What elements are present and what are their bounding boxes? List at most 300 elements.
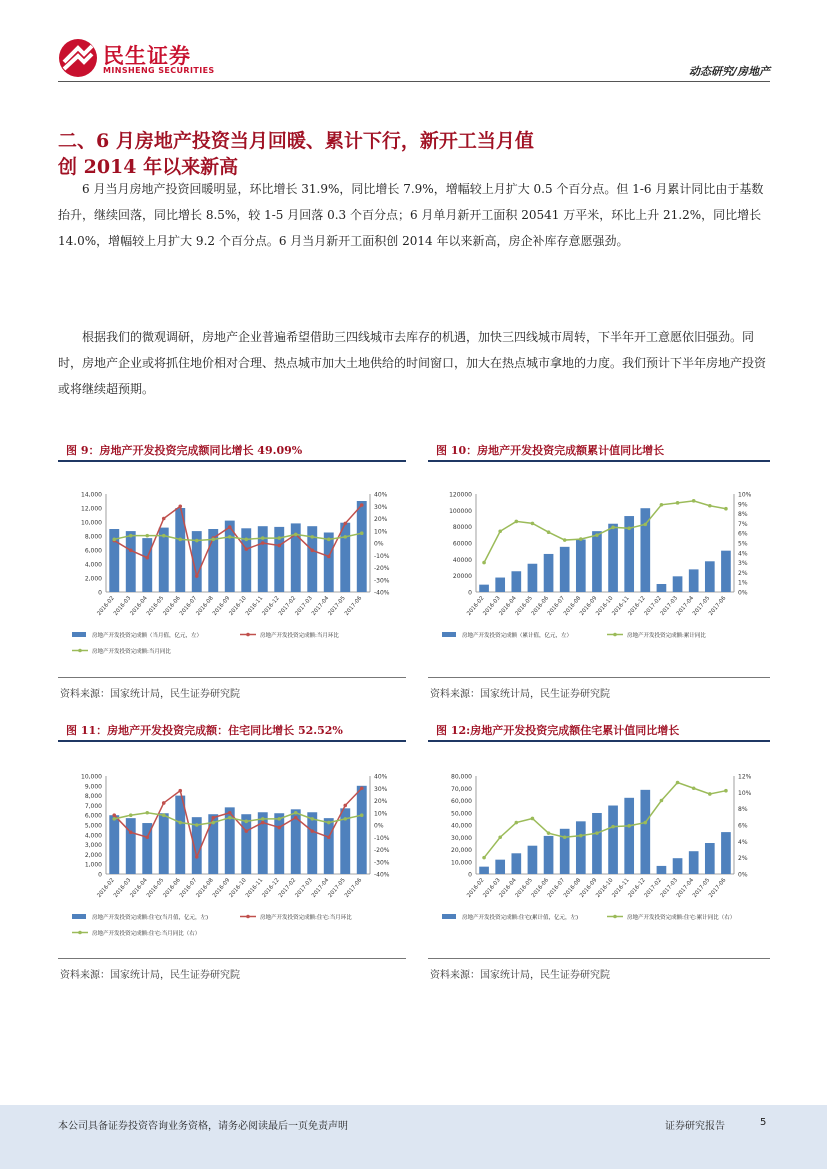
x-tick-label: 2016-11 [244, 877, 265, 899]
figure-12-source [428, 958, 770, 982]
y-tick-label-left: 7,000 [84, 802, 102, 810]
legend-swatch-point [246, 915, 250, 919]
legend-swatch-point [613, 915, 617, 919]
line-point [595, 831, 599, 835]
x-tick-label: 2016-04 [129, 595, 149, 617]
line-point [327, 835, 331, 839]
figure-12-source-text: 资料来源：国家统计局，民生证券研究院 [430, 970, 610, 981]
y-tick-label-left: 8,000 [84, 793, 102, 801]
line-point [244, 829, 248, 833]
x-tick-label: 2017-05 [691, 595, 712, 617]
y-tick-label-right: 2% [738, 569, 748, 577]
bar [673, 576, 683, 592]
footer-disclaimer: 本公司具备证券投资咨询业务资格，请务必阅读最后一页免责声明 [58, 1121, 348, 1132]
line-point [162, 517, 166, 521]
y-tick-label-right: 30% [374, 785, 388, 793]
line-point [112, 813, 116, 817]
legend-label: 房地产开发投资完成额:当月同比 [92, 649, 171, 655]
y-tick-label-right: 0% [738, 589, 748, 597]
x-tick-label: 2016-10 [228, 877, 248, 899]
line-point [294, 816, 298, 820]
bar [126, 531, 136, 592]
line-point [228, 525, 232, 529]
x-tick-label: 2016-12 [627, 877, 647, 899]
bar [126, 818, 136, 874]
line-point [277, 544, 281, 548]
x-tick-label: 2017-04 [675, 877, 696, 899]
bar [721, 832, 731, 874]
minsheng-logo-icon [58, 38, 98, 78]
line-point [261, 541, 265, 545]
paragraph-2: 根据我们的微观调研，房地产企业普遍希望借助三四线城市去库存的机遇，加快三四线城市周转，下半年开工意愿依旧强劲。同时，房地产企业或将抓住地价相对合理、热点城市加大土地供给的时间窗口，加大在热点城市拿地的力度。我们预计下半年房地产投资或将继续超预期。 [58, 330, 767, 396]
line-point [261, 536, 265, 540]
bar [624, 798, 634, 874]
bar [640, 790, 650, 874]
legend-swatch [72, 632, 86, 637]
header-divider [58, 81, 770, 82]
x-tick-label: 2016-07 [546, 877, 567, 899]
figure-9-source [58, 677, 406, 701]
brand-name-cn: 民生证券 [103, 44, 191, 68]
bar [324, 818, 334, 874]
bar [689, 569, 699, 592]
x-tick-label: 2017-06 [708, 877, 728, 899]
line-point [228, 816, 232, 820]
bar [576, 821, 586, 874]
figure-12-chart-svg [428, 762, 770, 952]
y-tick-label-left: 3,000 [84, 842, 102, 850]
y-tick-label-right: 20% [374, 798, 388, 805]
bar [241, 814, 251, 874]
y-tick-label-left: 6,000 [84, 812, 102, 820]
line-point [178, 789, 182, 793]
bar [258, 526, 268, 592]
y-tick-label-left: 40000 [452, 556, 472, 564]
bar [528, 846, 538, 874]
y-tick-label-right: 6% [738, 822, 748, 830]
x-tick-label: 2016-08 [195, 595, 215, 617]
bar [705, 843, 715, 874]
x-tick-label: 2016-07 [546, 595, 567, 617]
x-tick-label: 2017-06 [343, 595, 364, 617]
y-tick-label-left: 120000 [449, 491, 472, 499]
y-tick-label-right: 2% [738, 855, 748, 863]
y-tick-label-right: 12% [738, 773, 752, 781]
x-tick-label: 2017-06 [343, 877, 364, 899]
figure-10-chart [428, 480, 770, 670]
line-point [145, 811, 149, 815]
line-point [482, 856, 486, 860]
x-tick-label: 2016-03 [482, 877, 502, 899]
y-tick-label-left: 9,000 [84, 783, 102, 791]
line-point [660, 503, 664, 507]
figure-9-chart-svg [58, 480, 406, 670]
x-tick-label: 2017-05 [327, 595, 347, 617]
page-footer [0, 1105, 827, 1169]
legend-swatch [442, 914, 456, 919]
x-tick-label: 2017-02 [643, 877, 663, 899]
line-point [277, 536, 281, 540]
y-tick-label-right: 10% [738, 789, 752, 797]
figure-11-title-rule [58, 740, 406, 742]
figure-10-chart-svg [428, 480, 770, 670]
bar [357, 501, 367, 592]
line-point [277, 826, 281, 830]
y-tick-label-right: 30% [374, 503, 388, 511]
line-point [627, 824, 631, 828]
x-tick-label: 2016-07 [178, 877, 199, 899]
x-tick-label: 2016-02 [96, 877, 116, 899]
y-tick-label-right: -20% [374, 847, 390, 854]
section-title [58, 128, 658, 180]
figure-10-source-text: 资料来源：国家统计局，民生证券研究院 [430, 689, 610, 700]
line-point [112, 817, 116, 821]
x-tick-label: 2017-05 [327, 877, 347, 899]
y-tick-label-right: 10% [738, 491, 752, 499]
x-tick-label: 2017-03 [659, 595, 680, 617]
section-tag: 动态研究/房地产 [688, 65, 770, 78]
y-tick-label-right: 0% [374, 540, 384, 548]
page-number: 5 [760, 1117, 767, 1128]
bar [511, 571, 521, 592]
figure-12-title [428, 716, 770, 742]
line-point [327, 821, 331, 825]
line-point [360, 813, 364, 817]
bar [142, 538, 152, 592]
legend-label: 房地产开发投资完成额:当月环比 [260, 633, 339, 639]
line-point [327, 538, 331, 542]
line-point [294, 533, 298, 537]
line-point [360, 531, 364, 535]
bar [511, 853, 521, 874]
x-tick-label: 2016-06 [162, 877, 182, 899]
y-tick-label-left: 50,000 [451, 810, 472, 818]
line-point [195, 574, 199, 578]
line-point [611, 526, 615, 530]
bar [357, 786, 367, 874]
y-tick-label-right: 8% [738, 511, 748, 519]
y-tick-label-left: 30,000 [451, 834, 472, 842]
line-point [724, 507, 728, 511]
figure-12-title-rule [428, 740, 770, 742]
x-tick-label: 2016-12 [261, 595, 281, 617]
line-point [531, 817, 535, 821]
y-tick-label-left: 10,000 [81, 519, 102, 527]
bar [657, 584, 667, 592]
bar [340, 523, 350, 592]
y-tick-label-right: -10% [374, 834, 390, 842]
bar [528, 564, 538, 592]
bar [109, 815, 119, 874]
y-tick-label-left: 20000 [452, 573, 472, 581]
line-point [310, 549, 314, 553]
line-point [343, 535, 347, 539]
y-tick-label-left: 0 [468, 589, 472, 597]
y-tick-label-left: 4,000 [84, 561, 102, 569]
footer-report-type: 证券研究报告 [665, 1121, 725, 1132]
figure-9-title [58, 436, 406, 462]
x-tick-label: 2016-03 [112, 595, 133, 617]
y-tick-label-right: -40% [374, 871, 390, 879]
bar [576, 539, 586, 592]
x-tick-label: 2016-08 [195, 877, 215, 899]
figure-11-source-text: 资料来源：国家统计局，民生证券研究院 [60, 970, 240, 981]
line-point [162, 813, 166, 817]
y-tick-label-right: 1% [738, 579, 748, 587]
x-tick-label: 2016-06 [162, 595, 182, 617]
x-tick-label: 2016-02 [466, 595, 486, 617]
x-tick-label: 2016-12 [627, 595, 647, 617]
line-point [343, 817, 347, 821]
series-line [484, 501, 726, 563]
x-tick-label: 2017-02 [277, 877, 298, 899]
y-tick-label-left: 40,000 [451, 822, 472, 830]
y-tick-label-right: 10% [374, 528, 388, 536]
figure-11-title-text: 图 11：房地产开发投资完成额：住宅同比增长 52.52% [66, 724, 343, 737]
bar [705, 561, 715, 592]
x-tick-label: 2016-05 [514, 877, 534, 899]
x-tick-label: 2017-05 [691, 877, 712, 899]
line-point [595, 533, 599, 537]
y-tick-label-left: 0 [98, 871, 102, 879]
y-tick-label-right: -30% [374, 577, 390, 585]
y-tick-label-left: 10,000 [81, 773, 102, 781]
line-point [360, 786, 364, 790]
bar [159, 813, 169, 874]
line-point [515, 520, 519, 524]
bar [495, 578, 505, 592]
y-tick-label-right: 40% [374, 491, 388, 499]
line-point [145, 534, 149, 538]
x-tick-label: 2016-05 [514, 595, 534, 617]
line-point [627, 527, 631, 531]
figure-9-source-text: 资料来源：国家统计局，民生证券研究院 [60, 689, 240, 700]
bar [495, 860, 505, 874]
y-tick-label-left: 60000 [452, 540, 472, 548]
line-point [692, 499, 696, 503]
legend-label: 房地产开发投资完成额:累计同比 [627, 633, 706, 639]
line-point [228, 535, 232, 539]
line-point [162, 801, 166, 805]
line-point [547, 530, 551, 534]
legend-swatch-point [246, 633, 250, 637]
x-tick-label: 2016-04 [498, 595, 518, 617]
y-tick-label-left: 0 [98, 589, 102, 597]
legend-label: 房地产开发投资完成额:住宅:累计同比（右） [627, 915, 736, 921]
line-point [178, 538, 182, 542]
x-tick-label: 2016-02 [96, 595, 116, 617]
legend-swatch [72, 914, 86, 919]
figure-10-title [428, 436, 770, 462]
x-tick-label: 2016-04 [129, 877, 149, 899]
line-point [244, 538, 248, 542]
line-point [277, 817, 281, 821]
x-tick-label: 2016-10 [595, 877, 615, 899]
legend-swatch [442, 632, 456, 637]
y-tick-label-right: 10% [374, 810, 388, 818]
x-tick-label: 2017-03 [659, 877, 680, 899]
line-point [531, 522, 535, 526]
y-tick-label-right: 20% [374, 516, 388, 523]
x-tick-label: 2016-03 [112, 877, 133, 899]
figure-11-chart [58, 762, 406, 952]
line-point [498, 529, 502, 533]
legend-swatch-point [78, 649, 82, 653]
y-tick-label-right: 7% [738, 520, 748, 528]
line-point [515, 821, 519, 825]
x-tick-label: 2016-09 [579, 595, 599, 617]
y-tick-label-right: -40% [374, 589, 390, 597]
line-point [676, 781, 680, 785]
legend-label: 房地产开发投资完成额:住宅:当月环比 [260, 915, 352, 921]
line-point [327, 555, 331, 559]
bar [324, 533, 334, 593]
line-point [178, 821, 182, 825]
y-tick-label-left: 2,000 [84, 851, 102, 859]
line-point [162, 534, 166, 538]
y-tick-label-left: 60,000 [451, 798, 472, 805]
x-tick-label: 2016-12 [261, 877, 281, 899]
legend-label: 房地产开发投资完成额（当月值，亿元，左） [92, 633, 203, 639]
bar [608, 524, 618, 592]
bar [689, 851, 699, 874]
bar [307, 812, 317, 874]
y-tick-label-left: 70,000 [451, 785, 472, 793]
y-tick-label-left: 8,000 [84, 533, 102, 541]
x-tick-label: 2016-03 [482, 595, 502, 617]
x-tick-label: 2016-05 [145, 595, 166, 617]
x-tick-label: 2017-04 [675, 595, 696, 617]
line-point [145, 835, 149, 839]
paragraph-1: 6 月当月房地产投资回暖明显，环比增长 31.9%，同比增长 7.9%，增幅较上月扩大 0.5 个百分点。但 1-6 月累计同比由于基数抬升，继续回落，同比增长 8.5%，较 1-5 月回落 0.3 个百分点；6 月单月新开工面积 20541 万平米，环比上升 21.2%，同比增长 14.0%，增幅较上月扩大 9.2 个百分点。6 月当月新开工面积创 2014 年以来新高，房企补库存意愿强劲。 [58, 182, 764, 248]
x-tick-label: 2016-10 [595, 595, 615, 617]
line-point [129, 831, 133, 835]
x-tick-label: 2016-06 [530, 877, 551, 899]
figure-11-source [58, 958, 406, 982]
line-point [195, 823, 199, 827]
x-tick-label: 2016-09 [211, 595, 232, 617]
legend-label: 房地产开发投资完成额:住宅:当月同比（右） [92, 931, 201, 937]
line-point [129, 549, 133, 553]
figure-10-title-rule [428, 460, 770, 462]
x-tick-label: 2017-03 [294, 877, 314, 899]
section-title-line2: 创 2014 年以来新高 [58, 156, 239, 178]
line-point [660, 799, 664, 803]
y-tick-label-right: 0% [374, 822, 384, 830]
legend-swatch-point [78, 931, 82, 935]
page-header [0, 0, 827, 90]
figure-9-title-text: 图 9：房地产开发投资完成额同比增长 49.09% [66, 444, 303, 457]
x-tick-label: 2016-05 [145, 877, 166, 899]
line-point [211, 816, 215, 820]
y-tick-label-left: 1,000 [84, 861, 102, 869]
line-point [547, 831, 551, 835]
line-point [294, 811, 298, 815]
bar [592, 531, 602, 592]
line-point [676, 501, 680, 505]
bar [657, 866, 667, 874]
y-tick-label-right: -30% [374, 859, 390, 867]
x-tick-label: 2016-04 [498, 877, 518, 899]
y-tick-label-right: 6% [738, 530, 748, 538]
x-tick-label: 2016-11 [244, 595, 265, 617]
series-line [484, 783, 726, 858]
legend-label: 房地产开发投资完成额:住宅(累计值，亿元，左) [462, 915, 579, 921]
figure-9-title-rule [58, 460, 406, 462]
y-tick-label-left: 2,000 [84, 575, 102, 583]
line-point [644, 821, 648, 825]
y-tick-label-right: 3% [738, 560, 748, 568]
line-point [195, 855, 199, 859]
line-point [708, 504, 712, 508]
y-tick-label-left: 4,000 [84, 832, 102, 840]
bar [608, 806, 618, 874]
x-tick-label: 2017-02 [277, 595, 298, 617]
y-tick-label-left: 14,000 [81, 491, 102, 499]
section-title-line1: 二、6 月房地产投资当月回暖、累计下行，新开工当月值 [58, 130, 534, 152]
y-tick-label-right: 4% [738, 838, 748, 846]
line-point [360, 503, 364, 507]
y-tick-label-right: -10% [374, 552, 390, 560]
x-tick-label: 2017-02 [643, 595, 663, 617]
figure-12-chart [428, 762, 770, 952]
y-tick-label-right: 4% [738, 550, 748, 558]
bar [479, 585, 489, 592]
y-tick-label-right: 0% [738, 871, 748, 879]
line-point [482, 561, 486, 565]
y-tick-label-left: 6,000 [84, 547, 102, 555]
y-tick-label-left: 5,000 [84, 822, 102, 830]
x-tick-label: 2016-02 [466, 877, 486, 899]
x-tick-label: 2017-04 [310, 877, 331, 899]
brand-name-en: MINSHENG SECURITIES [103, 66, 215, 75]
line-point [310, 829, 314, 833]
line-point [708, 792, 712, 796]
y-tick-label-left: 10,000 [451, 859, 472, 867]
figure-11-chart-svg [58, 762, 406, 952]
x-tick-label: 2017-04 [310, 595, 331, 617]
x-tick-label: 2016-06 [530, 595, 551, 617]
line-point [195, 539, 199, 543]
bar [544, 836, 554, 874]
line-point [343, 522, 347, 526]
line-point [498, 835, 502, 839]
bar [721, 551, 731, 592]
figure-10-source [428, 677, 770, 701]
y-tick-label-left: 100000 [449, 507, 472, 515]
line-point [343, 804, 347, 808]
line-point [611, 825, 615, 829]
line-point [310, 817, 314, 821]
y-tick-label-left: 80,000 [451, 773, 472, 781]
line-point [211, 538, 215, 542]
y-tick-label-right: 5% [738, 540, 748, 548]
y-tick-label-left: 0 [468, 871, 472, 879]
line-point [244, 547, 248, 551]
legend-label: 房地产开发投资完成额:住宅(当月值，亿元，左) [92, 915, 209, 921]
line-point [261, 821, 265, 825]
x-tick-label: 2017-06 [708, 595, 728, 617]
line-point [211, 821, 215, 825]
line-point [228, 811, 232, 815]
x-tick-label: 2016-08 [562, 595, 583, 617]
x-tick-label: 2017-03 [294, 595, 314, 617]
figure-9-chart [58, 480, 406, 670]
line-point [261, 817, 265, 821]
figure-12-title-text: 图 12:房地产开发投资完成额住宅累计值同比增长 [436, 724, 680, 737]
line-point [112, 538, 116, 542]
line-point [724, 789, 728, 793]
